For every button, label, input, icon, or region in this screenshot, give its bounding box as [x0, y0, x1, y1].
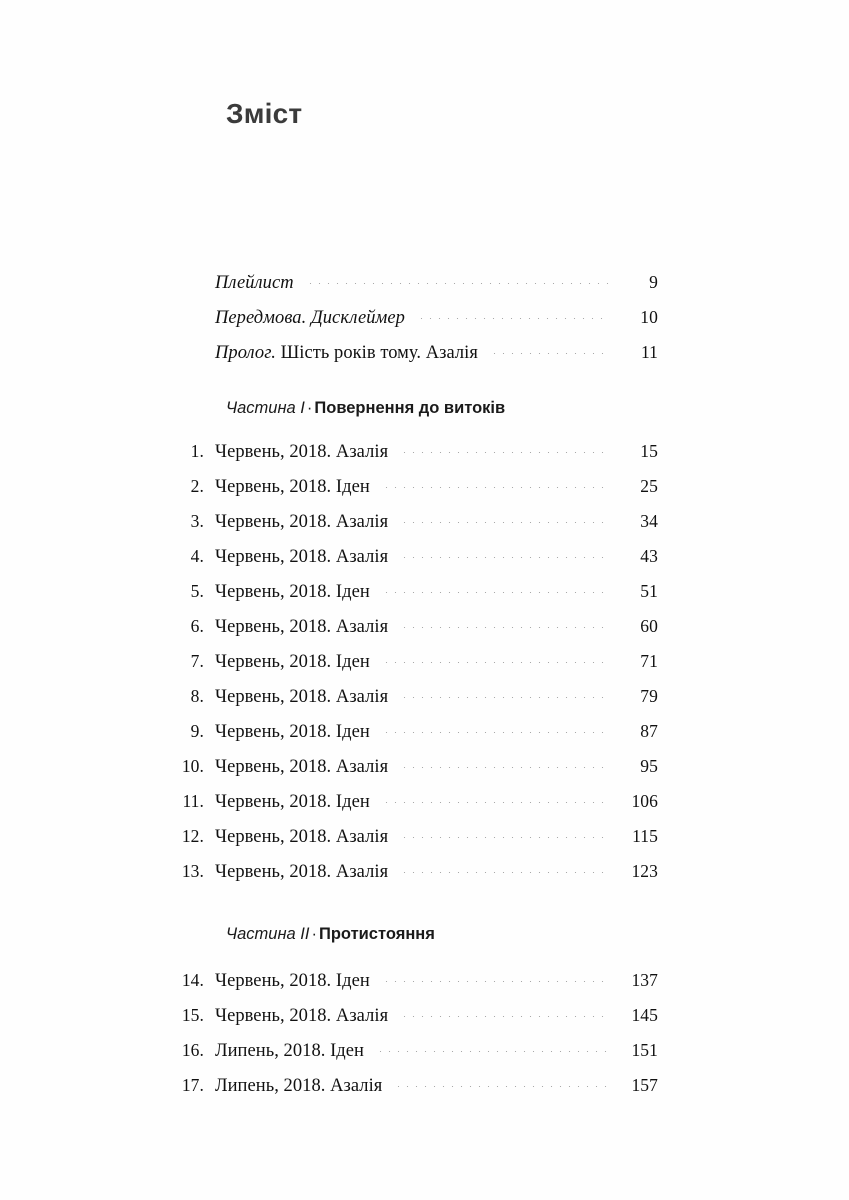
- entry-number: 1.: [190, 440, 204, 461]
- entry-number: 10.: [181, 755, 204, 776]
- toc-entry-chapter[interactable]: [0, 1005, 849, 1040]
- entry-number: 12.: [181, 825, 204, 846]
- entry-number: 5.: [190, 580, 204, 601]
- dot-leader: [400, 557, 610, 558]
- entry-number: 17.: [181, 1075, 204, 1095]
- toc-entry-chapter[interactable]: [0, 791, 849, 826]
- entry-page-number: 106: [631, 790, 658, 811]
- toc-entry-chapter[interactable]: [0, 970, 849, 1005]
- dot-leader: [382, 487, 610, 488]
- part-label: Частина I: [226, 399, 305, 417]
- part-name: Протистояння: [318, 924, 435, 943]
- entry-title: Червень, 2018. Азалія: [215, 826, 389, 847]
- spacer: [0, 377, 849, 400]
- entry-page-number: 11: [640, 342, 658, 362]
- part-name: Повернення до витоків: [314, 399, 506, 417]
- dot-leader: [400, 627, 610, 628]
- dot-leader: [417, 318, 610, 319]
- entry-page-number: 87: [640, 720, 658, 741]
- spacer: [0, 417, 849, 441]
- dot-leader: [490, 353, 610, 354]
- dot-leader: [382, 592, 610, 593]
- dot-leader: [382, 981, 610, 982]
- dot-leader: [394, 1086, 610, 1087]
- entry-page-number: 123: [631, 860, 658, 881]
- entry-number: 4.: [190, 545, 204, 566]
- entry-title: Передмова. Дисклеймер: [215, 308, 405, 328]
- dot-leader: [400, 837, 610, 838]
- entry-page-number: 145: [631, 1005, 658, 1025]
- spacer: [0, 896, 849, 926]
- entry-title: Червень, 2018. Азалія: [215, 546, 389, 567]
- part-label: Частина II: [226, 924, 310, 943]
- entry-title: Плейлист: [215, 273, 294, 293]
- part-separator: ·: [311, 924, 317, 943]
- toc-entry-chapter[interactable]: [0, 1040, 849, 1075]
- entry-page-number: 115: [632, 825, 658, 846]
- toc-entry-chapter[interactable]: [0, 581, 849, 616]
- entry-page-number: 151: [631, 1040, 658, 1060]
- entry-title: Червень, 2018. Азалія: [215, 861, 389, 882]
- entry-title: Червень, 2018. Іден: [215, 721, 370, 742]
- entry-title: Червень, 2018. Азалія: [215, 1006, 389, 1026]
- entry-title: Червень, 2018. Іден: [215, 476, 370, 497]
- entry-page-number: 51: [640, 580, 658, 601]
- toc-list: [0, 272, 849, 1110]
- entry-title: Червень, 2018. Азалія: [215, 511, 389, 532]
- toc-entry-chapter[interactable]: [0, 1075, 849, 1110]
- dot-leader: [400, 767, 610, 768]
- entry-number: 8.: [190, 685, 204, 706]
- entry-title: Пролог. Шість років тому. Азалія: [215, 343, 478, 363]
- entry-number: 6.: [190, 615, 204, 636]
- entry-page-number: 43: [640, 545, 658, 566]
- entry-page-number: 34: [640, 510, 658, 531]
- entry-page-number: 79: [640, 685, 658, 706]
- entry-title: Червень, 2018. Іден: [215, 971, 370, 991]
- entry-page-number: 60: [640, 615, 658, 636]
- toc-entry-chapter[interactable]: [0, 616, 849, 651]
- entry-title: Червень, 2018. Іден: [215, 581, 370, 602]
- entry-title: Червень, 2018. Азалія: [215, 686, 389, 707]
- part-1-chapters: [0, 441, 849, 896]
- entry-title: Червень, 2018. Азалія: [215, 441, 389, 462]
- part-heading-2: [0, 926, 849, 943]
- entry-number: 9.: [190, 720, 204, 741]
- dot-leader: [382, 802, 610, 803]
- part-2-chapters: [0, 970, 849, 1110]
- entry-page-number: 15: [640, 440, 658, 461]
- toc-entry-foreword[interactable]: [0, 307, 849, 342]
- toc-entry-chapter[interactable]: [0, 861, 849, 896]
- entry-page-number: 10: [640, 307, 658, 327]
- entry-title: Червень, 2018. Іден: [215, 791, 370, 812]
- toc-entry-prologue[interactable]: [0, 342, 849, 377]
- entry-title: Липень, 2018. Іден: [215, 1041, 364, 1061]
- dot-leader: [382, 662, 610, 663]
- entry-number: 16.: [181, 1040, 204, 1060]
- entry-number: 3.: [190, 510, 204, 531]
- toc-entry-chapter[interactable]: [0, 756, 849, 791]
- toc-entry-chapter[interactable]: [0, 441, 849, 476]
- dot-leader: [376, 1051, 610, 1052]
- toc-entry-chapter[interactable]: [0, 476, 849, 511]
- entry-number: 11.: [182, 790, 204, 811]
- dot-leader: [400, 697, 610, 698]
- dot-leader: [400, 1016, 610, 1017]
- dot-leader: [400, 522, 610, 523]
- entry-number: 14.: [181, 970, 204, 990]
- entry-page-number: 137: [631, 970, 658, 990]
- dot-leader: [400, 452, 610, 453]
- entry-number: 15.: [181, 1005, 204, 1025]
- part-separator: ·: [306, 399, 313, 417]
- toc-entry-chapter[interactable]: [0, 511, 849, 546]
- entry-number: 7.: [190, 650, 204, 671]
- front-matter-group: [0, 272, 849, 377]
- entry-page-number: 157: [631, 1075, 658, 1095]
- toc-entry-chapter[interactable]: [0, 826, 849, 861]
- entry-page-number: 71: [640, 650, 658, 671]
- toc-entry-chapter[interactable]: [0, 546, 849, 581]
- entry-page-number: 95: [640, 755, 658, 776]
- entry-page-number: 25: [640, 475, 658, 496]
- dot-leader: [382, 732, 610, 733]
- spacer: [0, 942, 849, 970]
- dot-leader: [400, 872, 610, 873]
- entry-title: Червень, 2018. Азалія: [215, 756, 389, 777]
- entry-number: 13.: [181, 860, 204, 881]
- entry-number: 2.: [190, 475, 204, 496]
- toc-entry-playlist[interactable]: [0, 272, 849, 307]
- toc-entry-chapter[interactable]: [0, 686, 849, 721]
- page-title: Зміст: [226, 98, 303, 129]
- toc-entry-chapter[interactable]: [0, 721, 849, 756]
- entry-title: Червень, 2018. Іден: [215, 651, 370, 672]
- part-heading-1: [0, 400, 849, 417]
- entry-title: Червень, 2018. Азалія: [215, 616, 389, 637]
- dot-leader: [306, 283, 610, 284]
- entry-title: Липень, 2018. Азалія: [215, 1076, 383, 1096]
- entry-page-number: 9: [649, 272, 658, 292]
- toc-entry-chapter[interactable]: [0, 651, 849, 686]
